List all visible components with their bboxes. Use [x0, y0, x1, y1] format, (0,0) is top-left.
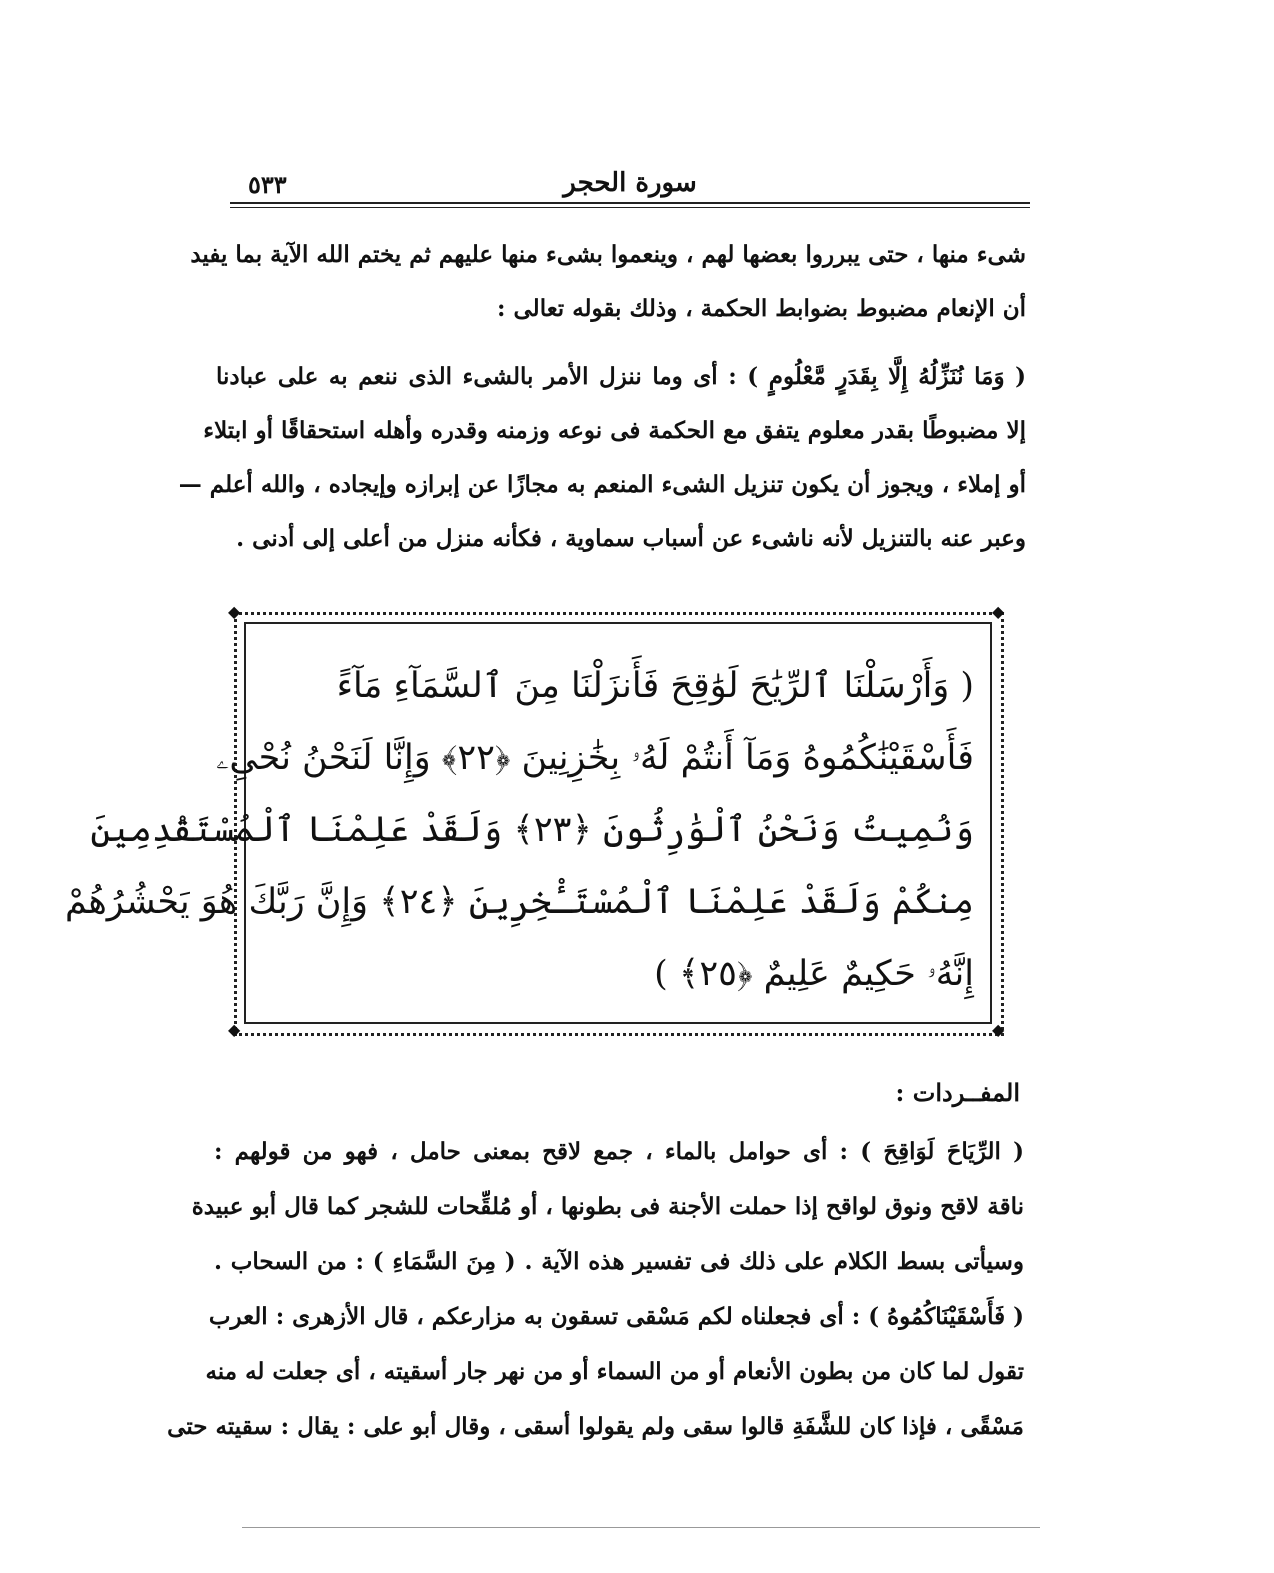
frame-corner-ornament: ◆: [228, 1020, 241, 1039]
verse-line: وَنُمِيتُ وَنَحْنُ ٱلْوَٰرِثُونَ ﴿٢٣﴾ وَلَقَدْ عَلِمْنَا ٱلْمُسْتَقْدِمِينَ: [90, 810, 974, 850]
commentary-paragraph: [178, 350, 1026, 566]
text-line: أو إملاء ، ويجوز أن يكون تنزيل الشىء المنعم به مجازًا عن إبرازه وإيجاده ، والله أعلم —: [178, 471, 1026, 498]
text-line: إلا مضبوطًا بقدر معلوم يتفق مع الحكمة فى نوعه وزمنه وقدره وأهله استحقاقًا أو ابتلاء: [203, 417, 1026, 444]
verse-line: ( وَأَرْسَلْنَا ٱلرِّيَٰحَ لَوَٰقِحَ فَأَنزَلْنَا مِنَ ٱلسَّمَآءِ مَآءً: [336, 666, 974, 706]
vocabulary-heading: المفــردات :: [895, 1078, 1020, 1107]
text-line: ناقة لاقح ونوق لواقح إذا حملت الأجنة فى بطونها ، أو مُلقِّحات للشجر كما قال أبو عبيدة: [191, 1193, 1024, 1220]
frame-corner-ornament: ◆: [992, 602, 1005, 621]
verse-line: إِنَّهُۥ حَكِيمٌ عَلِيمٌ ﴿٢٥﴾ ): [654, 954, 974, 994]
text-line: تقول لما كان من بطون الأنعام أو من السماء أو من نهر جار أسقيته ، أى جعلت له منه: [205, 1358, 1024, 1385]
text-line: ( وَمَا نُنَزِّلُهُ إِلَّا بِقَدَرٍ مَّعْلُومٍ ) : أى وما ننزل الأمر بالشىء الذى ننعم به على عبادنا: [216, 363, 1026, 390]
text-line: وسيأتى بسط الكلام على ذلك فى تفسير هذه الآية . ( مِنَ السَّمَاءِ ) : من السحاب .: [214, 1248, 1024, 1275]
text-line: شىء منها ، حتى يبرروا بعضها لهم ، وينعموا بشىء منها عليهم ثم يختم الله الآية بما يفيد: [190, 241, 1026, 268]
footer-rule: [242, 1527, 1040, 1528]
frame-corner-ornament: ◆: [228, 602, 241, 621]
page-number: ٥٣٣: [248, 170, 287, 199]
text-line: ( الرِّيَاحَ لَوَاقِحَ ) : أى حوامل بالماء ، جمع لاقح بمعنى حامل ، فهو من قولهم :: [214, 1138, 1024, 1165]
verse-line: مِنكُمْ وَلَقَدْ عَلِمْنَا ٱلْمُسْتَـْٔخِرِينَ ﴿٢٤﴾ وَإِنَّ رَبَّكَ هُوَ يَحْشُرُهُمْ: [65, 882, 974, 922]
text-line: مَسْقًى ، فإذا كان للشَّفَةِ قالوا سقى ولم يقولوا أسقى ، وقال أبو على : يقال : سقيته حتى: [167, 1413, 1024, 1440]
header-rule-thin: [230, 207, 1030, 208]
vocabulary-paragraph: [167, 1124, 1024, 1454]
intro-paragraph: [190, 228, 1026, 336]
quran-verses: [65, 650, 974, 1010]
verse-line: فَأَسْقَيْنَٰكُمُوهُ وَمَآ أَنتُمْ لَهُۥ بِخَٰزِنِينَ ﴿٢٢﴾ وَإِنَّا لَنَحْنُ نُحْىِۦ: [216, 738, 974, 778]
text-line: وعبر عنه بالتنزيل لأنه ناشىء عن أسباب سماوية ، فكأنه منزل من أعلى إلى أدنى .: [236, 525, 1026, 552]
text-line: ( فَأَسْقَيْنَاكُمُوهُ ) : أى فجعلناه لكم مَسْقى تسقون به مزارعكم ، قال الأزهرى : العرب: [208, 1303, 1024, 1330]
header-rule: [230, 202, 1030, 204]
page-header: [230, 160, 1030, 202]
text-line: أن الإنعام مضبوط بضوابط الحكمة ، وذلك بقوله تعالى :: [497, 295, 1026, 322]
surah-title: سورة الحجر: [563, 168, 697, 198]
frame-corner-ornament: ◆: [992, 1020, 1005, 1039]
